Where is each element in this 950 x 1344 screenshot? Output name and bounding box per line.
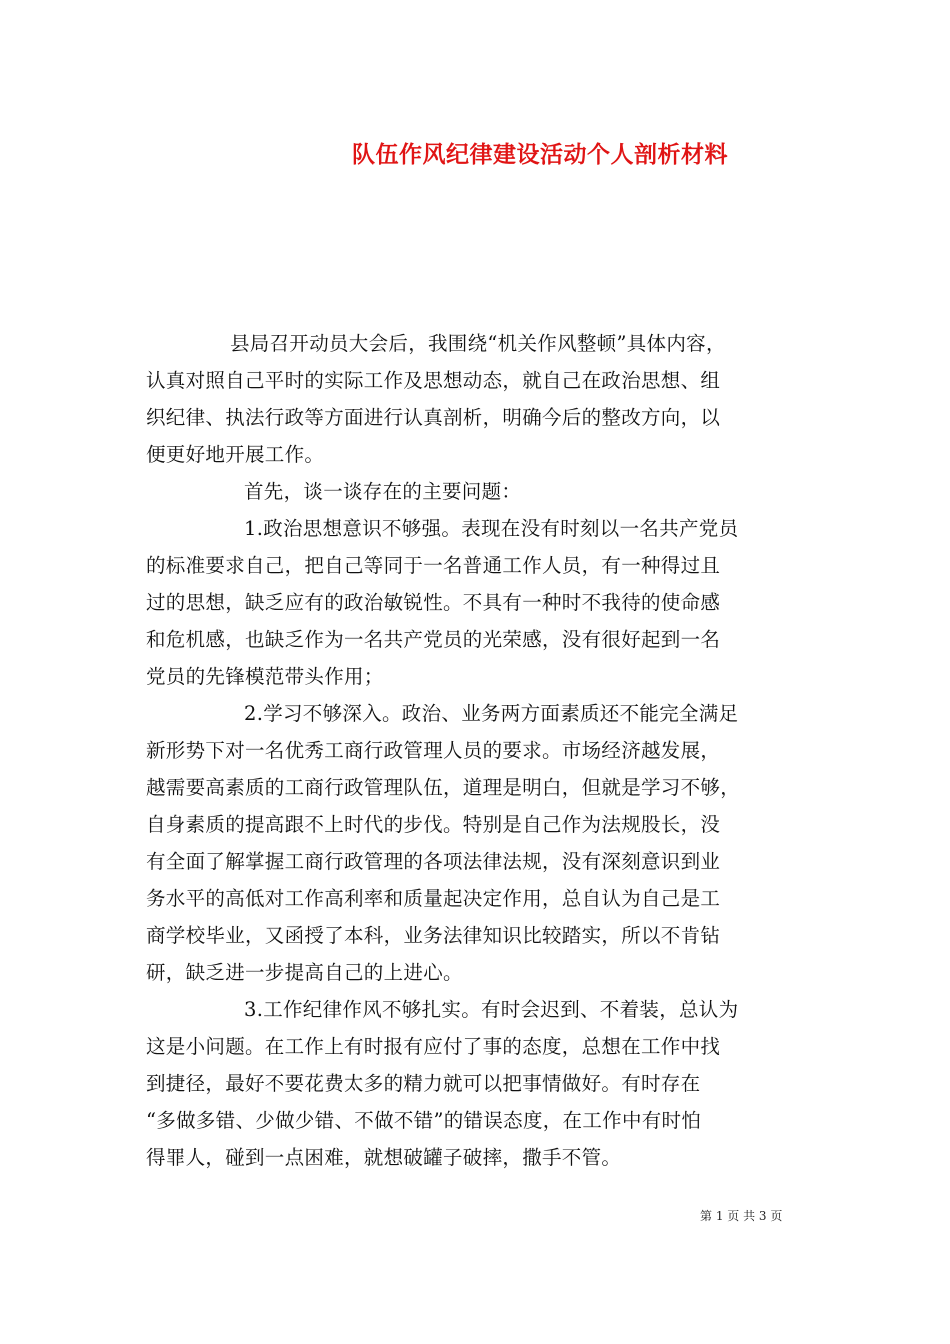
paragraph-line: 研，缺乏进一步提高自己的上进心。 xyxy=(146,961,463,984)
paragraph-line: 1.政治思想意识不够强。表现在没有时刻以一名共产党员 xyxy=(244,517,739,540)
paragraph-line: 3.工作纪律作风不够扎实。有时会迟到、不着装，总认为 xyxy=(244,998,739,1021)
paragraph-line: 这是小问题。在工作上有时报有应付了事的态度，总想在工作中找 xyxy=(146,1035,721,1058)
paragraph-line: 认真对照自己平时的实际工作及思想动态，就自己在政治思想、组 xyxy=(146,369,721,392)
paragraph-line: “多做多错、少做少错、不做不错”的错误态度，在工作中有时怕 xyxy=(146,1109,702,1132)
paragraph-line: 县局召开动员大会后，我围绕“机关作风整顿”具体内容， xyxy=(230,332,726,355)
paragraph-line: 2.学习不够深入。政治、业务两方面素质还不能完全满足 xyxy=(244,702,739,725)
document-body xyxy=(146,325,806,1176)
paragraph-line: 务水平的高低对工作高利率和质量起决定作用，总自认为自己是工 xyxy=(146,887,721,910)
paragraph-line: 得罪人，碰到一点困难，就想破罐子破摔，撒手不管。 xyxy=(146,1146,622,1169)
paragraph-line: 和危机感，也缺乏作为一名共产党员的光荣感，没有很好起到一名 xyxy=(146,628,721,651)
paragraph-line: 越需要高素质的工商行政管理队伍，道理是明白，但就是学习不够， xyxy=(146,776,741,799)
paragraph-line: 党员的先锋模范带头作用； xyxy=(146,665,384,688)
section-heading-line: 首先，谈一谈存在的主要问题： xyxy=(244,480,522,503)
paragraph-line: 有全面了解掌握工商行政管理的各项法律法规，没有深刻意识到业 xyxy=(146,850,721,873)
paragraph-line: 新形势下对一名优秀工商行政管理人员的要求。市场经济越发展， xyxy=(146,739,721,762)
paragraph-line: 过的思想，缺乏应有的政治敏锐性。不具有一种时不我待的使命感 xyxy=(146,591,721,614)
paragraph-line: 到捷径，最好不要花费太多的精力就可以把事情做好。有时存在 xyxy=(146,1072,701,1095)
paragraph-line: 便更好地开展工作。 xyxy=(146,443,325,466)
paragraph-line: 的标准要求自己，把自己等同于一名普通工作人员，有一种得过且 xyxy=(146,554,721,577)
paragraph-line: 商学校毕业，又函授了本科，业务法律知识比较踏实，所以不肯钻 xyxy=(146,924,721,947)
document-title: 队伍作风纪律建设活动个人剖析材料 xyxy=(352,141,728,168)
paragraph-line: 织纪律、执法行政等方面进行认真剖析，明确今后的整改方向，以 xyxy=(146,406,721,429)
page-number: 第 1 页 共 3 页 xyxy=(700,1209,783,1223)
paragraph-line: 自身素质的提高跟不上时代的步伐。特别是自己作为法规股长，没 xyxy=(146,813,721,836)
